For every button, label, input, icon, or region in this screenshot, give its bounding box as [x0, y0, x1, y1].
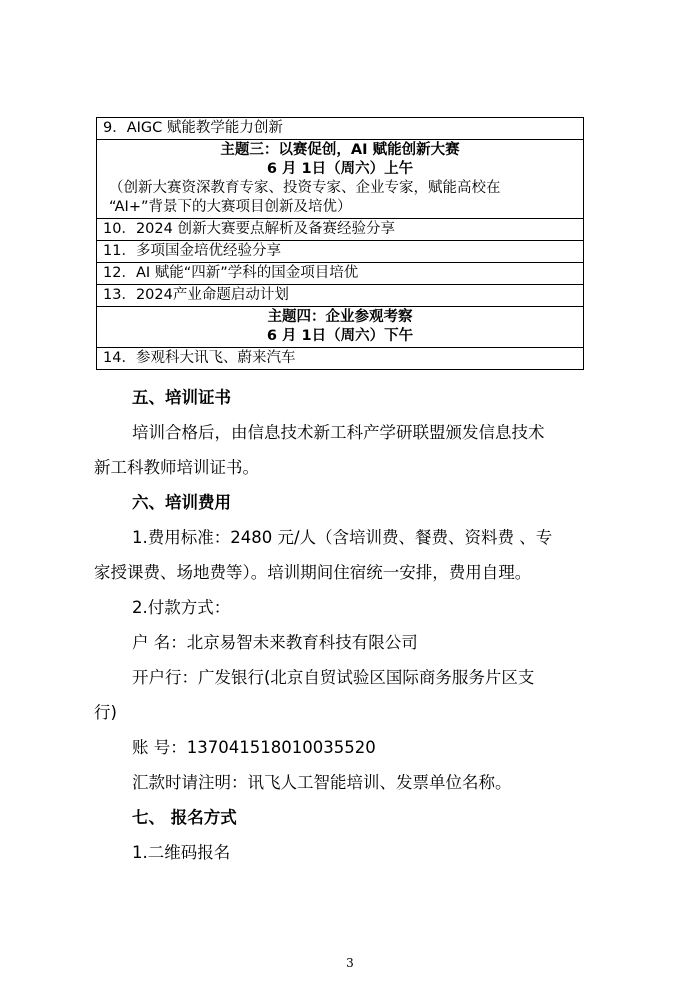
bank-line2: 行)	[94, 703, 117, 722]
theme4-time: 6 月 1日（周六）下午	[266, 328, 414, 344]
schedule-item-12: 12．AI 赋能“四新”学科的国金项目培优	[97, 263, 584, 285]
theme3-title: 主题三：以赛促创，AI 赋能创新大赛	[220, 142, 460, 158]
bank-line1: 开户行：广发银行(北京自贸试验区国际商务服务片区支	[132, 668, 535, 687]
schedule-table	[96, 117, 584, 370]
table-row	[97, 241, 584, 263]
certificate-text-line2: 新工科教师培训证书。	[94, 458, 259, 477]
table-row	[97, 118, 584, 140]
table-row	[97, 219, 584, 241]
certificate-text-line1: 培训合格后，由信息技术新工科产学研联盟颁发信息技术	[132, 423, 545, 442]
schedule-item-14: 14．参观科大讯飞、蔚来汽车	[97, 348, 584, 370]
schedule-item-10: 10．2024 创新大赛要点解析及备赛经验分享	[97, 219, 584, 241]
section-6-heading: 六、培训费用	[132, 493, 231, 512]
schedule-item-9: 9．AIGC 赋能教学能力创新	[97, 118, 584, 140]
theme4-header	[97, 307, 584, 348]
document-body	[94, 380, 606, 870]
table-row	[97, 307, 584, 348]
fee-standard-line1: 1.费用标准：2480 元/人（含培训费、餐费、资料费 、专	[132, 528, 553, 547]
table-row	[97, 285, 584, 307]
section-7-heading: 七、 报名方式	[132, 808, 237, 827]
payment-method-label: 2.付款方式：	[132, 598, 231, 617]
theme3-time: 6 月 1日（周六）上午	[266, 161, 414, 177]
theme3-header	[97, 140, 584, 219]
remittance-note: 汇款时请注明：讯飞人工智能培训、发票单位名称。	[132, 773, 512, 792]
schedule-item-13: 13．2024产业命题启动计划	[97, 285, 584, 307]
account-name: 户 名：北京易智未来教育科技有限公司	[132, 633, 418, 652]
table-row	[97, 348, 584, 370]
table-row	[97, 263, 584, 285]
theme4-title: 主题四：企业参观考察	[267, 309, 413, 325]
theme3-note-line1: （创新大赛资深教育专家、投资专家、企业专家，赋能高校在	[109, 180, 501, 196]
account-number: 账 号：137041518010035520	[132, 738, 376, 757]
table-row	[97, 140, 584, 219]
section-5-heading: 五、培训证书	[132, 388, 231, 407]
registration-item-1: 1.二维码报名	[132, 843, 231, 862]
schedule-item-11: 11．多项国金培优经验分享	[97, 241, 584, 263]
fee-standard-line2: 家授课费、场地费等）。培训期间住宿统一安排，费用自理。	[94, 563, 532, 582]
theme3-note-line2: “AI+”背景下的大赛项目创新及培优）	[109, 199, 352, 215]
page-number: 3	[346, 956, 354, 970]
